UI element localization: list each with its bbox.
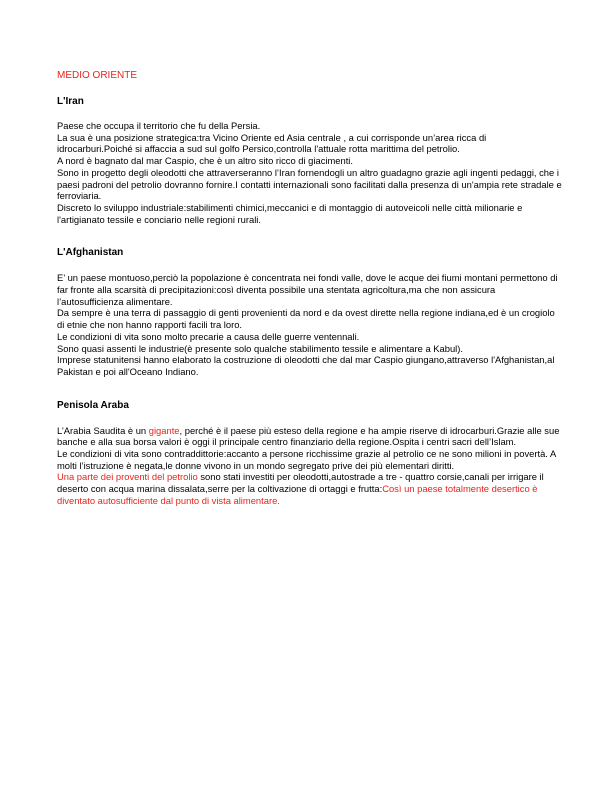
paragraph: La sua è una posizione strategica:tra Vicino Oriente ed Asia centrale , a cui corrisponde un’area ricca di idrocarburi.Poiché si affaccia a sud sul golfo Persico,controlla l'attuale rotta marittima del petrolio. bbox=[57, 131, 487, 155]
highlighted-text: gigante bbox=[148, 424, 180, 436]
paragraph: Le condizioni di vita sono molto precarie a causa delle guerre ventennali. bbox=[57, 330, 360, 342]
paragraph: Discreto lo sviluppo industriale:stabilimenti chimici,meccanici e di montaggio di autoveicoli nelle città milionarie e l'artigianato tessile e conciario nelle regioni rurali. bbox=[57, 201, 523, 225]
paragraph: Paese che occupa il territorio che fu della Persia. bbox=[57, 120, 261, 131]
section-heading: L'Afghanistan bbox=[57, 247, 124, 259]
paragraph: Le condizioni di vita sono contraddittorie:accanto a persone ricchissime grazie al petrolio ce ne sono milioni in povertà. A molti l’istruzione è negata,le donne vivono in un mondo segregato prive dei più elementari diritti. bbox=[57, 448, 556, 471]
paragraph bbox=[57, 425, 562, 448]
highlighted-text: Una parte dei proventi del petrolio bbox=[57, 471, 198, 483]
paragraph: Sono quasi assenti le industrie(è presente solo qualche stabilimento tessile e alimentare a Kabul). bbox=[57, 342, 463, 354]
section-iran bbox=[57, 96, 562, 225]
highlighted-text: Così un paese totalmente desertico è diventato autosufficiente dal punto di vista alimentare. bbox=[57, 483, 538, 506]
paragraph: Da sempre è una terra di passaggio di genti provenienti da nord e da ovest dirette nella regione indiana,ed è un crogiolo di etnie che non hanno rapporti facili tra loro. bbox=[57, 307, 555, 331]
section-afghanistan bbox=[57, 247, 562, 377]
document-title: MEDIO ORIENTE bbox=[57, 70, 138, 81]
document-body bbox=[57, 70, 562, 507]
paragraph: A nord è bagnato dal mar Caspio, che è un altro sito ricco di giacimenti. bbox=[57, 155, 353, 167]
section-heading: Penisola Araba bbox=[57, 399, 129, 411]
section-arabian-peninsula bbox=[57, 400, 562, 507]
paragraph: Imprese statunitensi hanno elaborato la costruzione di oleodotti che dal mar Caspio giungano,attraverso l'Afghanistan,al Pakistan e poi all'Oceano Indiano. bbox=[57, 354, 555, 377]
text-run: , perché è il paese più esteso della regione e ha ampie riserve di idrocarburi.Grazie alle sue banche e alla sua borsa valori è oggi il principale centro finanziario della regione.Ospita i centri sacri dell’Islam. bbox=[57, 424, 560, 448]
text-run: sono stati investiti per oleodotti,autostrade a tre - quattro corsie,canali per irrigare il deserto con acqua marina dissalata,serre per la coltivazione di ortaggi e frutta: bbox=[57, 471, 544, 495]
section-heading: L'Iran bbox=[57, 96, 84, 107]
paragraph: E’ un paese montuoso,perciò la popolazione è concentrata nei fondi valle, dove le acque dei fiumi montani permettono di far fronte alla scarsità di precipitazioni:così diventa possibile una stentata agricoltura,ma che non assicura l’autosufficienza alimentare. bbox=[57, 272, 558, 307]
paragraph: Sono in progetto degli oleodotti che attraverseranno l’Iran fornendogli un altro guadagno grazie agli ingenti pedaggi, che i paesi padroni del petrolio dovranno fornire.I contatti internazionali sono facilitati dalla presenza di un'ampia rete stradale e ferroviaria. bbox=[57, 166, 562, 202]
text-run: L’Arabia Saudita è un bbox=[57, 424, 149, 436]
paragraph bbox=[57, 471, 562, 506]
